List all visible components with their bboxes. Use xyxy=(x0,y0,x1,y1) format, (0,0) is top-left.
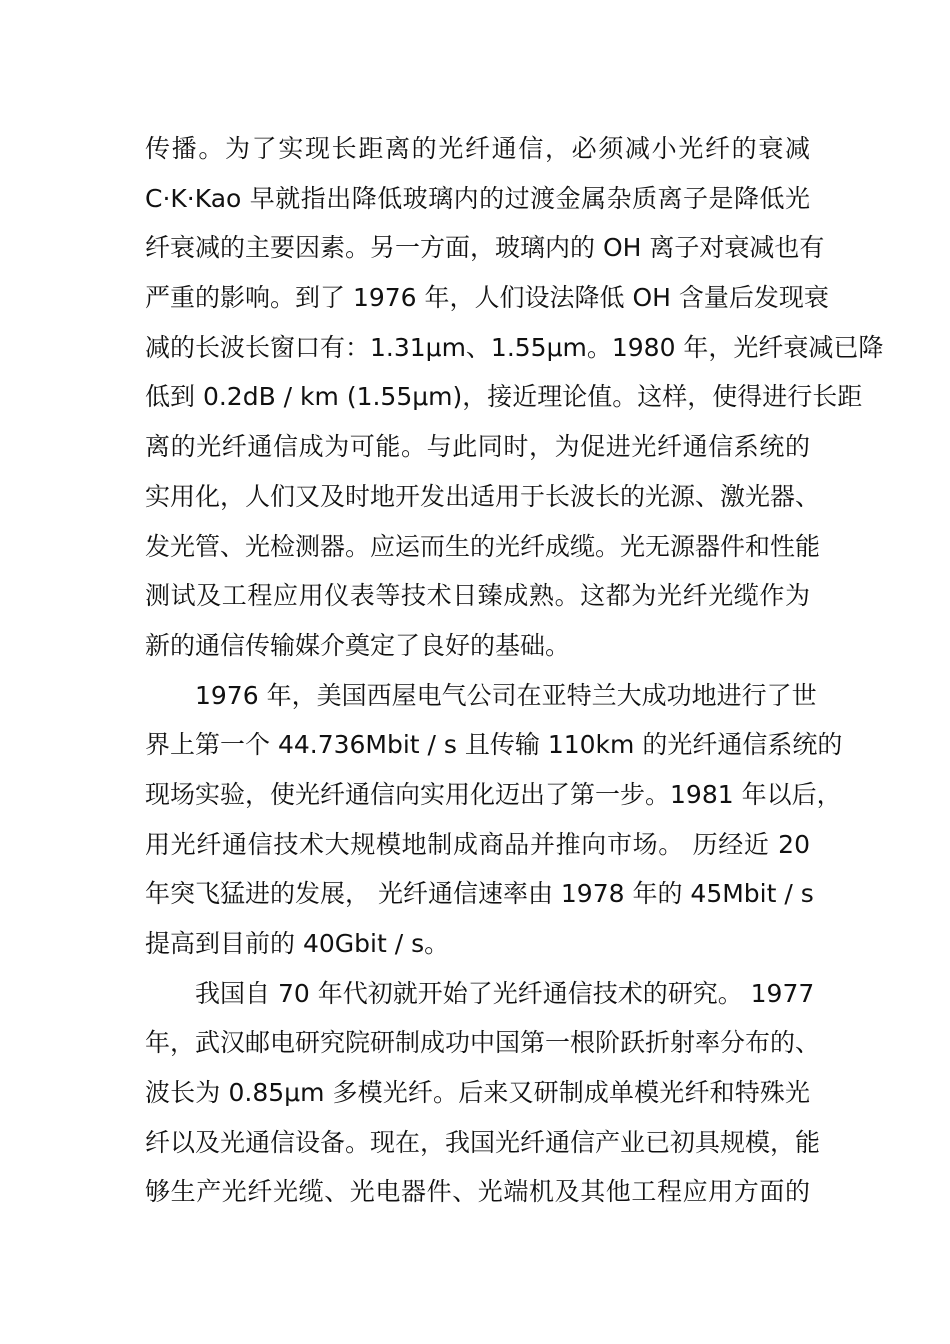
paragraph-2 xyxy=(145,671,843,969)
text-line: 够生产光纤光缆、光电器件、光端机及其他工程应用方面的 xyxy=(145,1177,810,1207)
text-line: 界上第一个 44.736Mbit / s 且传输 110km 的光纤通信系统的 xyxy=(145,730,843,760)
text-line: 提高到目前的 40Gbit / s。 xyxy=(145,929,450,958)
text-line: 用光纤通信技术大规模地制成商品并推向市场。 历经近 20 xyxy=(145,829,810,859)
text-line: 我国自 70 年代初就开始了光纤通信技术的研究。 1977 xyxy=(195,978,815,1008)
text-line: 离的光纤通信成为可能。与此同时，为促进光纤通信系统的 xyxy=(145,432,810,462)
text-line: 实用化，人们又及时地开发出适用于长波长的光源、激光器、 xyxy=(145,481,821,511)
text-line: 减的长波长窗口有：1.31μm、1.55μm。1980 年，光纤衰减已降 xyxy=(145,332,884,362)
text-line: 测试及工程应用仪表等技术日臻成熟。这都为光纤光缆作为 xyxy=(145,581,810,611)
text-line: 低到 0.2dB / km (1.55μm)，接近理论值。这样，使得进行长距 xyxy=(145,382,863,412)
text-line: 发光管、光检测器。应运而生的光纤成缆。光无源器件和性能 xyxy=(145,531,821,561)
text-line: 1976 年，美国西屋电气公司在亚特兰大成功地进行了世 xyxy=(195,680,817,710)
text-line: 新的通信传输媒介奠定了良好的基础。 xyxy=(145,630,571,660)
paragraph-3 xyxy=(145,969,821,1217)
text-line: 年，武汉邮电研究院研制成功中国第一根阶跃折射率分布的、 xyxy=(145,1028,821,1058)
paragraph-1 xyxy=(145,124,884,671)
text-line: 纤以及光通信设备。现在，我国光纤通信产业已初具规模，能 xyxy=(145,1127,821,1157)
text-line: 现场实验，使光纤通信向实用化迈出了第一步。1981 年以后， xyxy=(145,779,842,809)
text-line: 波长为 0.85μm 多模光纤。后来又研制成单模光纤和特殊光 xyxy=(145,1078,810,1108)
text-line: 年突飞猛进的发展， 光纤通信速率由 1978 年的 45Mbit / s xyxy=(145,879,814,909)
text-line: 严重的影响。到了 1976 年，人们设法降低 OH 含量后发现衰 xyxy=(145,283,829,313)
document-body xyxy=(145,124,884,1217)
text-line: 纤衰减的主要因素。另一方面，玻璃内的 OH 离子对衰减也有 xyxy=(145,233,825,263)
text-line: C·K·Kao 早就指出降低玻璃内的过渡金属杂质离子是降低光 xyxy=(145,183,810,213)
text-line: 传播。为了实现长距离的光纤通信，必须减小光纤的衰减 xyxy=(145,134,810,163)
